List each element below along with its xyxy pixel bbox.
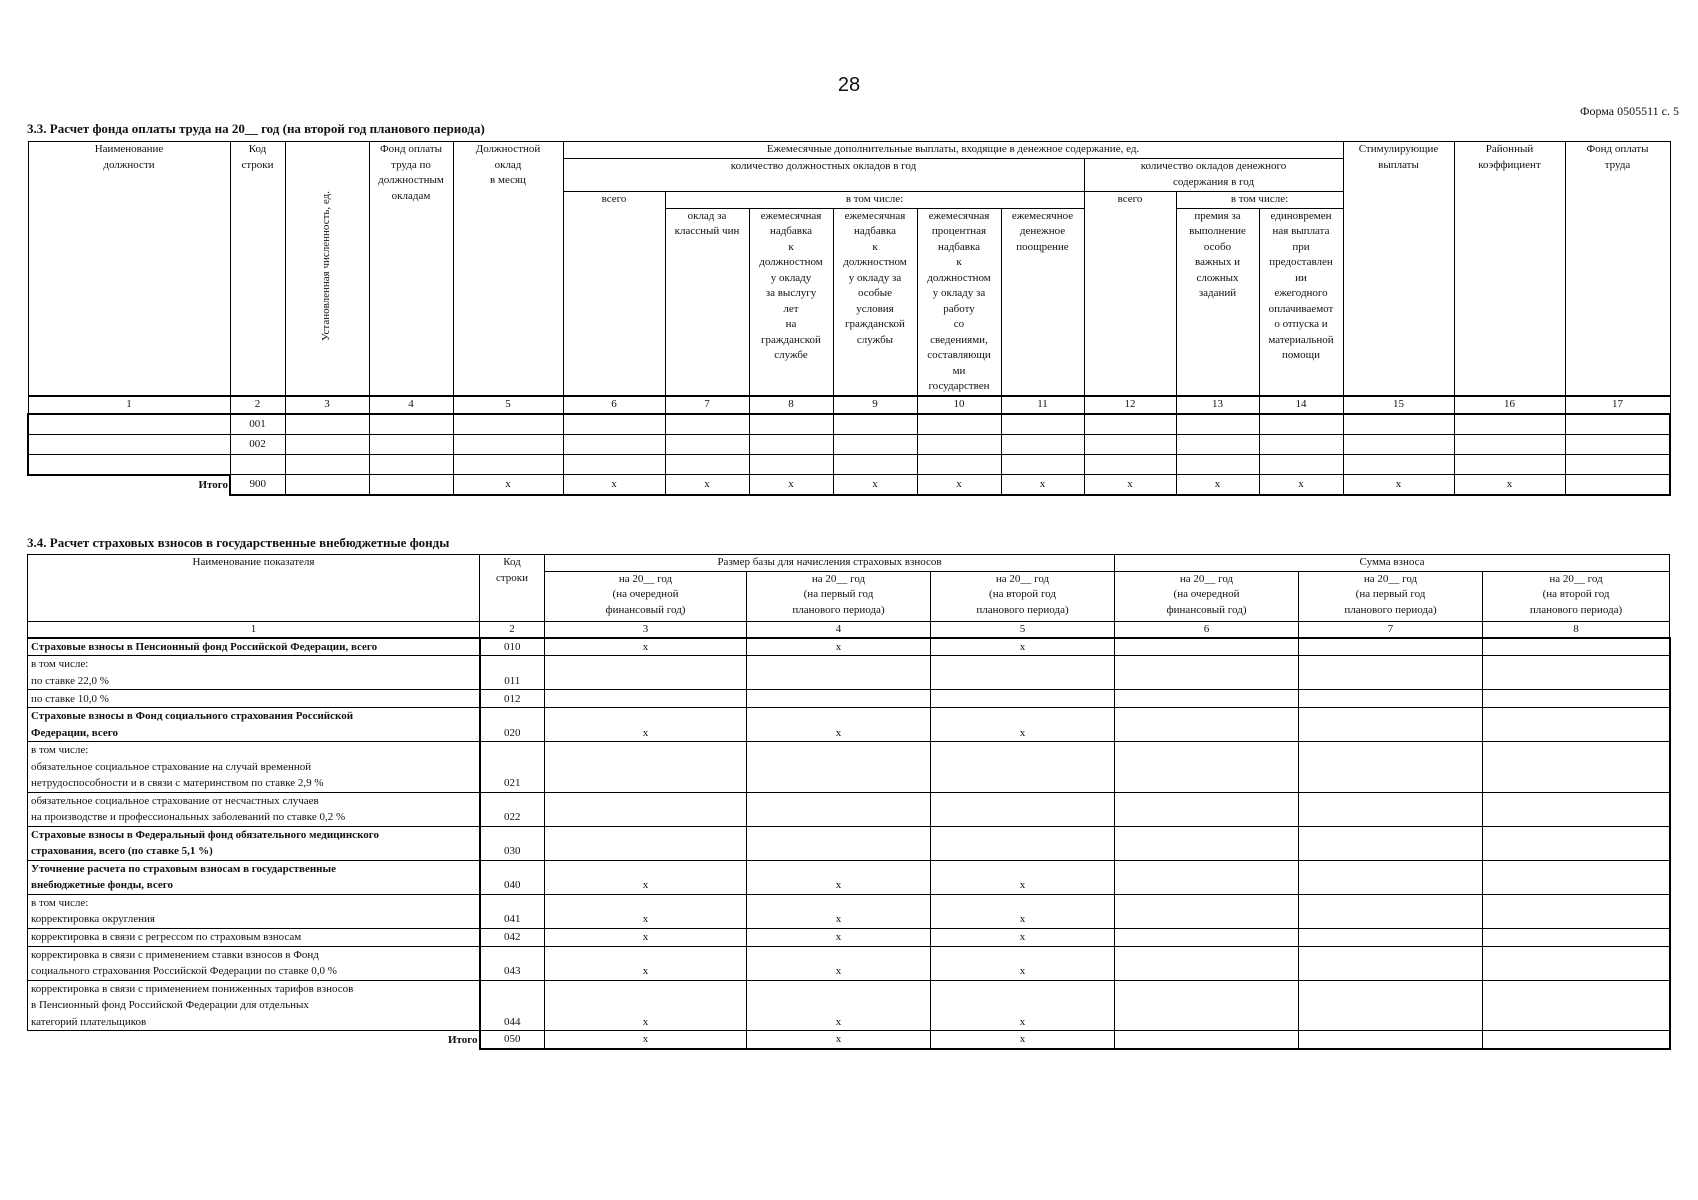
total-cell: x	[1454, 475, 1565, 496]
year-header: на 20__ год (на первый год планового периода)	[747, 571, 931, 621]
col-num: 1	[28, 621, 480, 638]
line-code-cell	[230, 454, 285, 475]
data-cell[interactable]	[1565, 454, 1670, 475]
value-cell: x	[747, 894, 931, 928]
line-code-cell: 042	[480, 928, 545, 946]
special-conditions-header: ежемесячная надбавка к должностном у окладу за особые условия гражданской службы	[833, 208, 917, 396]
data-cell[interactable]	[917, 434, 1001, 454]
seniority-header: ежемесячная надбавка к должностном у окладу за выслугу лет на гражданской службе	[749, 208, 833, 396]
year-header: на 20__ год (на очередной финансовый год)	[1115, 571, 1299, 621]
value-cell[interactable]	[1483, 792, 1670, 826]
col-payroll-fund-header: Фонд оплаты труда	[1565, 142, 1670, 396]
value-cell: x	[931, 894, 1115, 928]
value-cell[interactable]	[747, 690, 931, 708]
value-cell[interactable]	[747, 656, 931, 690]
data-cell[interactable]	[1084, 414, 1176, 435]
data-cell[interactable]	[369, 434, 453, 454]
year-header: на 20__ год (на второй год планового периода)	[1483, 571, 1670, 621]
line-code-cell: 020	[480, 708, 545, 742]
value-cell[interactable]	[1115, 860, 1299, 894]
col-num: 2	[480, 621, 545, 638]
data-cell[interactable]	[1176, 434, 1259, 454]
data-cell[interactable]	[1176, 454, 1259, 475]
col-num: 17	[1565, 396, 1670, 414]
value-cell[interactable]	[1483, 826, 1670, 860]
value-cell: x	[545, 946, 747, 980]
total-label: Итого	[28, 1031, 480, 1049]
col-regional-header: Районный коэффициент	[1454, 142, 1565, 396]
cash-bonus-header: ежемесячное денежное поощрение	[1001, 208, 1084, 396]
position-name-cell[interactable]	[28, 414, 230, 435]
data-cell[interactable]	[1343, 434, 1454, 454]
rank-pay-header: оклад за классный чин	[665, 208, 749, 396]
col-num: 13	[1176, 396, 1259, 414]
data-cell[interactable]	[1259, 434, 1343, 454]
total-cell: x	[917, 475, 1001, 496]
value-cell[interactable]	[545, 826, 747, 860]
total-cell: x	[1084, 475, 1176, 496]
value-cell[interactable]	[545, 792, 747, 826]
total-cell: x	[931, 1031, 1115, 1049]
total-label: Итого	[28, 475, 230, 496]
data-cell[interactable]	[665, 454, 749, 475]
data-cell[interactable]	[563, 414, 665, 435]
line-code-cell: 012	[480, 690, 545, 708]
table-row	[28, 860, 1670, 894]
value-cell[interactable]	[1299, 894, 1483, 928]
data-cell[interactable]	[665, 414, 749, 435]
value-cell: x	[931, 928, 1115, 946]
total-cell[interactable]	[1299, 1031, 1483, 1049]
table-row	[28, 656, 1670, 690]
total-row	[28, 1031, 1670, 1049]
indicator-label: обязательное социальное страхование от несчастных случаев на производстве и профессиональных заболеваний по ставке 0,2 %	[28, 792, 480, 826]
incl-b-header: в том числе:	[1176, 192, 1343, 209]
value-cell: x	[747, 638, 931, 656]
col-line-code-header: Код строки	[480, 555, 545, 622]
col-num: 2	[230, 396, 285, 414]
data-cell[interactable]	[1454, 434, 1565, 454]
col-indicator-header: Наименование показателя	[28, 555, 480, 622]
data-cell[interactable]	[285, 434, 369, 454]
table-row	[28, 980, 1670, 1031]
value-cell[interactable]	[1299, 860, 1483, 894]
form-code: Форма 0505511 с. 5	[1579, 104, 1679, 118]
indicator-label: в том числе: корректировка округления	[28, 894, 480, 928]
data-cell[interactable]	[369, 454, 453, 475]
total-cell: x	[749, 475, 833, 496]
value-cell: x	[931, 946, 1115, 980]
value-cell[interactable]	[1483, 742, 1670, 793]
value-cell[interactable]	[931, 792, 1115, 826]
value-cell[interactable]	[1299, 690, 1483, 708]
line-code-cell: 044	[480, 980, 545, 1031]
total-cell: x	[545, 1031, 747, 1049]
col-num: 3	[285, 396, 369, 414]
line-code-cell: 010	[480, 638, 545, 656]
position-name-cell[interactable]	[28, 454, 230, 475]
value-cell[interactable]	[1115, 742, 1299, 793]
total-cell: x	[563, 475, 665, 496]
data-cell[interactable]	[917, 414, 1001, 435]
col-incentive-header: Стимулирующие выплаты	[1343, 142, 1454, 396]
data-cell[interactable]	[1176, 414, 1259, 435]
col-num: 14	[1259, 396, 1343, 414]
col-num: 7	[1299, 621, 1483, 638]
data-cell[interactable]	[1565, 414, 1670, 435]
indicator-label: по ставке 10,0 %	[28, 690, 480, 708]
data-cell[interactable]	[1084, 454, 1176, 475]
data-cell[interactable]	[1001, 434, 1084, 454]
value-cell[interactable]	[1483, 656, 1670, 690]
col-num: 10	[917, 396, 1001, 414]
col-num: 6	[563, 396, 665, 414]
value-cell[interactable]	[931, 742, 1115, 793]
total-cell: x	[1343, 475, 1454, 496]
col-num: 7	[665, 396, 749, 414]
value-cell: x	[545, 928, 747, 946]
column-numbers-row	[28, 621, 1670, 638]
value-cell[interactable]	[545, 690, 747, 708]
value-cell[interactable]	[1299, 946, 1483, 980]
page-number: 28	[837, 74, 861, 96]
value-cell[interactable]	[1483, 708, 1670, 742]
data-cell[interactable]	[665, 434, 749, 454]
col-headcount-header	[285, 142, 369, 396]
data-cell[interactable]	[1259, 414, 1343, 435]
value-cell[interactable]	[1299, 638, 1483, 656]
data-cell[interactable]	[833, 434, 917, 454]
data-cell[interactable]	[833, 414, 917, 435]
col-num: 16	[1454, 396, 1565, 414]
secret-allowance-header: ежемесячная процентная надбавка к должностном у окладу за работу со сведениями, составляющи ми государствен	[917, 208, 1001, 396]
year-header: на 20__ год (на очередной финансовый год)	[545, 571, 747, 621]
value-cell[interactable]	[1115, 928, 1299, 946]
value-cell: x	[545, 980, 747, 1031]
value-cell[interactable]	[1115, 946, 1299, 980]
value-cell[interactable]	[1115, 826, 1299, 860]
data-cell[interactable]	[1001, 414, 1084, 435]
value-cell[interactable]	[747, 742, 931, 793]
data-cell[interactable]	[1259, 454, 1343, 475]
indicator-label: Уточнение расчета по страховым взносам в государственные внебюджетные фонды, всего	[28, 860, 480, 894]
line-code-cell: 021	[480, 742, 545, 793]
value-cell[interactable]	[1483, 860, 1670, 894]
value-cell: x	[747, 946, 931, 980]
value-cell[interactable]	[1299, 928, 1483, 946]
total-a-header: всего	[563, 192, 665, 396]
data-cell[interactable]	[1084, 434, 1176, 454]
table-row	[28, 928, 1670, 946]
value-cell: x	[545, 638, 747, 656]
monthly-extra-header: Ежемесячные дополнительные выплаты, входящие в денежное содержание, ед.	[563, 142, 1343, 159]
data-cell[interactable]	[563, 434, 665, 454]
value-cell[interactable]	[1299, 826, 1483, 860]
col-num: 4	[369, 396, 453, 414]
allowance-per-year-header: количество окладов денежного содержания в год	[1084, 159, 1343, 192]
indicator-label: корректировка в связи с применением пониженных тарифов взносов в Пенсионный фонд Российской Федерации для отдельных категорий плательщиков	[28, 980, 480, 1031]
total-cell: x	[1176, 475, 1259, 496]
value-cell[interactable]	[1115, 894, 1299, 928]
value-cell: x	[545, 860, 747, 894]
value-cell[interactable]	[545, 656, 747, 690]
value-cell[interactable]	[1115, 656, 1299, 690]
col-num: 9	[833, 396, 917, 414]
indicator-label: Страховые взносы в Пенсионный фонд Российской Федерации, всего	[28, 638, 480, 656]
col-num: 4	[747, 621, 931, 638]
col-position-name-header: Наименование должности	[28, 142, 230, 396]
table-row	[28, 454, 1670, 475]
indicator-label: в том числе: по ставке 22,0 %	[28, 656, 480, 690]
data-cell[interactable]	[833, 454, 917, 475]
col-num: 3	[545, 621, 747, 638]
value-cell[interactable]	[1299, 980, 1483, 1031]
value-cell: x	[747, 708, 931, 742]
total-cell: x	[833, 475, 917, 496]
insurance-contributions-table	[27, 554, 1671, 1050]
col-num: 8	[749, 396, 833, 414]
value-cell[interactable]	[747, 792, 931, 826]
year-header: на 20__ год (на второй год планового периода)	[931, 571, 1115, 621]
line-code-cell: 041	[480, 894, 545, 928]
table1-title: 3.3. Расчет фонда оплаты труда на 20__ год (на второй год планового периода)	[27, 121, 485, 136]
col-num: 6	[1115, 621, 1299, 638]
value-cell[interactable]	[1483, 894, 1670, 928]
total-cell: x	[453, 475, 563, 496]
data-cell[interactable]	[1565, 434, 1670, 454]
col-monthly-salary-header: Должностной оклад в месяц	[453, 142, 563, 396]
value-cell[interactable]	[1299, 792, 1483, 826]
value-cell: x	[747, 860, 931, 894]
line-code-cell: 011	[480, 656, 545, 690]
indicator-label: корректировка в связи с регрессом по страховым взносам	[28, 928, 480, 946]
data-cell[interactable]	[1343, 454, 1454, 475]
total-b-header: всего	[1084, 192, 1176, 396]
data-cell[interactable]	[1454, 414, 1565, 435]
table-row	[28, 434, 1670, 454]
data-cell[interactable]	[749, 434, 833, 454]
data-cell[interactable]	[749, 414, 833, 435]
col-line-code-header: Код строки	[230, 142, 285, 396]
data-cell[interactable]	[285, 414, 369, 435]
data-cell[interactable]	[563, 454, 665, 475]
col-num: 12	[1084, 396, 1176, 414]
value-cell[interactable]	[1115, 792, 1299, 826]
col-num: 8	[1483, 621, 1670, 638]
indicator-label: Страховые взносы в Федеральный фонд обязательного медицинского страхования, всего (по ставке 5,1 %)	[28, 826, 480, 860]
indicator-label: в том числе: обязательное социальное страхование на случай временной нетрудоспособности и в связи с материнством по ставке 2,9 %	[28, 742, 480, 793]
value-cell: x	[545, 708, 747, 742]
total-row	[28, 475, 1670, 496]
value-cell[interactable]	[1115, 638, 1299, 656]
total-cell[interactable]	[1115, 1031, 1299, 1049]
value-cell[interactable]	[931, 690, 1115, 708]
total-cell[interactable]	[285, 475, 369, 496]
premium-header: премия за выполнение особо важных и сложных заданий	[1176, 208, 1259, 396]
value-cell[interactable]	[747, 826, 931, 860]
col-num: 15	[1343, 396, 1454, 414]
payroll-fund-table	[27, 141, 1671, 496]
indicator-label: корректировка в связи с применением ставки взносов в Фонд социального страхования Российской Федерации по ставке 0,0 %	[28, 946, 480, 980]
value-cell: x	[545, 894, 747, 928]
data-cell[interactable]	[749, 454, 833, 475]
data-cell[interactable]	[369, 414, 453, 435]
data-cell[interactable]	[1454, 454, 1565, 475]
data-cell[interactable]	[285, 454, 369, 475]
table-row	[28, 742, 1670, 793]
data-cell[interactable]	[917, 454, 1001, 475]
value-cell[interactable]	[1115, 980, 1299, 1031]
table-row	[28, 414, 1670, 435]
line-code-cell: 001	[230, 414, 285, 435]
value-cell: x	[747, 928, 931, 946]
line-code-cell: 043	[480, 946, 545, 980]
line-code-cell: 040	[480, 860, 545, 894]
total-code: 900	[230, 475, 285, 496]
position-name-cell[interactable]	[28, 434, 230, 454]
line-code-cell: 022	[480, 792, 545, 826]
total-cell[interactable]	[369, 475, 453, 496]
value-cell[interactable]	[545, 742, 747, 793]
table2-title: 3.4. Расчет страховых взносов в государственные внебюджетные фонды	[27, 535, 450, 550]
value-cell[interactable]	[931, 656, 1115, 690]
value-cell[interactable]	[1299, 742, 1483, 793]
base-header: Размер базы для начисления страховых взносов	[545, 555, 1115, 572]
indicator-label: Страховые взносы в Фонд социального страхования Российской Федерации, всего	[28, 708, 480, 742]
amount-header: Сумма взноса	[1115, 555, 1670, 572]
total-cell: x	[1259, 475, 1343, 496]
line-code-cell: 030	[480, 826, 545, 860]
value-cell: x	[931, 708, 1115, 742]
table-row	[28, 826, 1670, 860]
data-cell[interactable]	[1001, 454, 1084, 475]
value-cell[interactable]	[1483, 928, 1670, 946]
col-num: 5	[931, 621, 1115, 638]
data-cell[interactable]	[453, 454, 563, 475]
value-cell[interactable]	[1483, 690, 1670, 708]
table-row	[28, 792, 1670, 826]
value-cell: x	[931, 860, 1115, 894]
value-cell[interactable]	[1115, 690, 1299, 708]
value-cell[interactable]	[931, 826, 1115, 860]
column-numbers-row	[28, 396, 1670, 414]
table-row	[28, 894, 1670, 928]
col-num: 1	[28, 396, 230, 414]
total-cell[interactable]	[1483, 1031, 1670, 1049]
total-cell[interactable]	[1565, 475, 1670, 496]
col-num: 5	[453, 396, 563, 414]
value-cell: x	[747, 980, 931, 1031]
value-cell[interactable]	[1299, 656, 1483, 690]
line-code-cell: 002	[230, 434, 285, 454]
data-cell[interactable]	[453, 414, 563, 435]
incl-a-header: в том числе:	[665, 192, 1084, 209]
col-fund-by-salary-header: Фонд оплаты труда по должностным окладам	[369, 142, 453, 396]
total-cell: x	[665, 475, 749, 496]
table-row	[28, 638, 1670, 656]
value-cell[interactable]	[1483, 946, 1670, 980]
salaries-per-year-header: количество должностных окладов в год	[563, 159, 1084, 192]
col-num: 11	[1001, 396, 1084, 414]
data-cell[interactable]	[453, 434, 563, 454]
total-cell: x	[747, 1031, 931, 1049]
value-cell[interactable]	[1115, 708, 1299, 742]
headcount-label: Установленная численность, ед.	[320, 190, 333, 341]
total-cell: x	[1001, 475, 1084, 496]
total-code: 050	[480, 1031, 545, 1049]
data-cell[interactable]	[1343, 414, 1454, 435]
value-cell[interactable]	[1483, 980, 1670, 1031]
value-cell[interactable]	[1483, 638, 1670, 656]
year-header: на 20__ год (на первый год планового периода)	[1299, 571, 1483, 621]
value-cell[interactable]	[1299, 708, 1483, 742]
lump-sum-header: единовремен ная выплата при предоставлен ии ежегодного оплачиваемот о отпуска и материальной помощи	[1259, 208, 1343, 396]
table-row	[28, 708, 1670, 742]
table-row	[28, 946, 1670, 980]
value-cell: x	[931, 638, 1115, 656]
table-row	[28, 690, 1670, 708]
value-cell: x	[931, 980, 1115, 1031]
